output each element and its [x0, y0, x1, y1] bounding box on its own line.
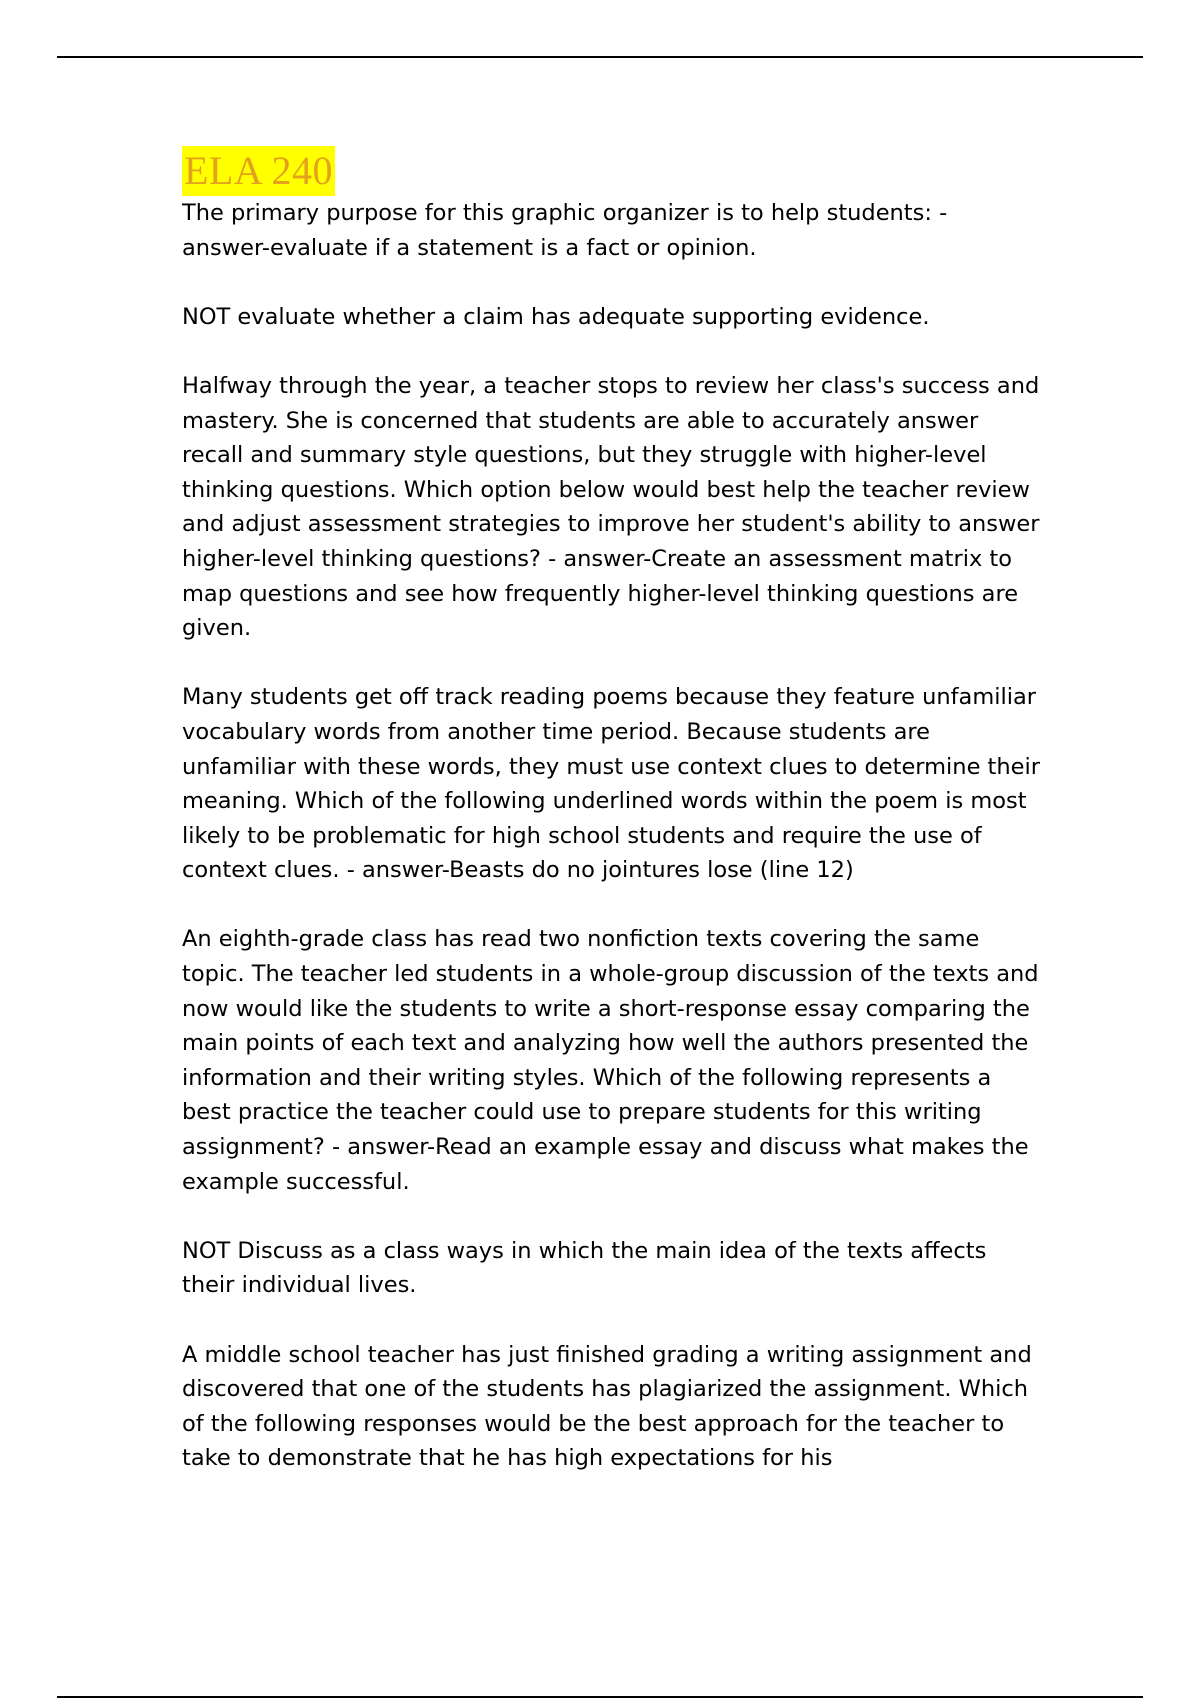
document-heading: ELA 240	[182, 146, 335, 196]
heading-wrapper	[182, 146, 1042, 196]
paragraph: Many students get off track reading poems because they feature unfamiliar vocabulary words from another time period. Because students are unfamiliar with these words, they must use context clues to determine their meaning. Which of the following underlined words within the poem is most likely to be problematic for high school students and require the use of context clues. - answer-Beasts do no jointures lose (line 12)	[182, 684, 1040, 884]
document-body	[182, 146, 1042, 1476]
paragraph: Halfway through the year, a teacher stops to review her class's success and mastery. She is concerned that students are able to accurately answer recall and summary style questions, but they struggle with higher-level thinking questions. Which option below would best help the teacher review and adjust assessment strategies to improve her student's ability to answer higher-level thinking questions? - answer-Create an assessment matrix to map questions and see how frequently higher-level thinking questions are given.	[182, 372, 1040, 642]
bottom-divider	[57, 1696, 1143, 1698]
paragraph: An eighth-grade class has read two nonfiction texts covering the same topic. The teacher led students in a whole-group discussion of the texts and now would like the students to write a short-response essay comparing the main points of each text and analyzing how well the authors presented the information and their writing styles. Which of the following represents a best practice the teacher could use to prepare students for this writing assignment? - answer-Read an example essay and discuss what makes the example successful.	[182, 926, 1039, 1195]
paragraph: NOT Discuss as a class ways in which the main idea of the texts affects their individual lives.	[182, 1237, 987, 1299]
top-divider	[57, 56, 1143, 58]
paragraph: NOT evaluate whether a claim has adequate supporting evidence.	[182, 303, 930, 330]
paragraph: A middle school teacher has just finished grading a writing assignment and discovered that one of the students has plagiarized the assignment. Which of the following responses would be the best approach for the teacher to take to demonstrate that he has high expectations for his	[182, 1341, 1032, 1472]
paragraph: The primary purpose for this graphic organizer is to help students: - answer-evaluate if a statement is a fact or opinion.	[182, 200, 948, 261]
